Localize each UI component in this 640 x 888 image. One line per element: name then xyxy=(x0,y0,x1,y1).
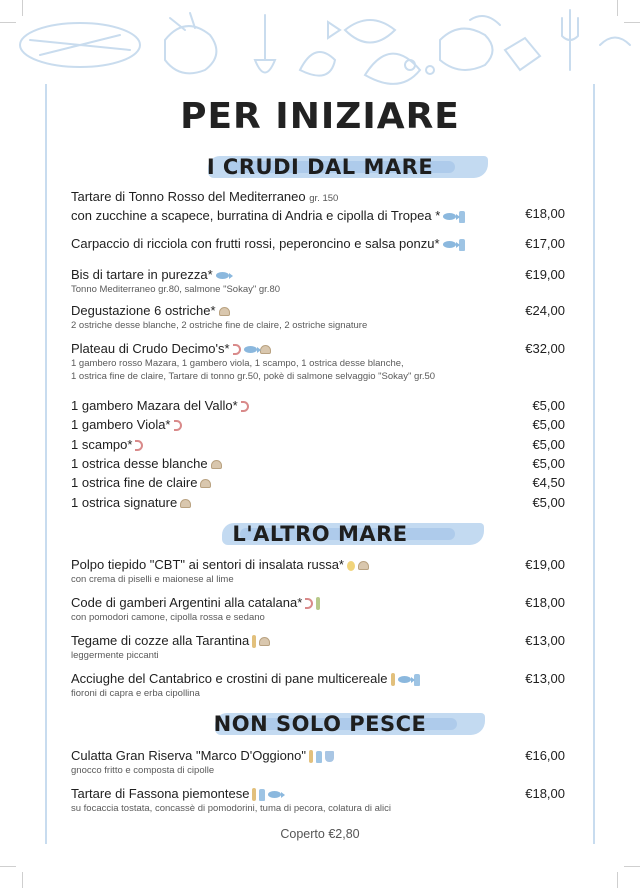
item-name: Polpo tiepido "CBT" ai sentori di insalata russa* xyxy=(71,557,344,572)
item-name: 1 scampo* xyxy=(71,437,133,452)
item-price: €5,00 xyxy=(532,398,565,413)
shell-icon xyxy=(211,460,222,469)
item-price: €13,00 xyxy=(525,633,565,648)
crop-mark xyxy=(22,872,23,888)
item-price: €5,00 xyxy=(532,417,565,432)
bottle-icon xyxy=(316,751,322,763)
menu-item xyxy=(71,302,566,332)
item-price: €18,00 xyxy=(525,595,565,610)
item-description: Tonno Mediterraneo gr.80, salmone "Sokay" gr.80 xyxy=(71,284,281,295)
wheat-icon xyxy=(252,788,256,801)
menu-item xyxy=(71,556,566,586)
item-name: Acciughe del Cantabrico e crostini di pane multicereale xyxy=(71,671,388,686)
menu-item xyxy=(71,397,566,414)
item-name: Code di gamberi Argentini alla catalana* xyxy=(71,595,303,610)
item-description: leggermente piccanti xyxy=(71,650,159,661)
crop-mark xyxy=(617,872,618,888)
menu-item xyxy=(71,785,566,815)
menu-item xyxy=(71,474,566,491)
fish-icon xyxy=(398,676,411,683)
decorative-seafood-illustrations xyxy=(0,0,640,92)
section-heading-crudi xyxy=(0,152,640,182)
item-name: 1 gambero Viola* xyxy=(71,417,171,432)
item-price: €18,00 xyxy=(525,786,565,801)
shell-icon xyxy=(219,307,230,316)
item-name: 1 gambero Mazara del Vallo* xyxy=(71,398,238,413)
page-title: PER INIZIARE xyxy=(180,96,460,137)
menu-item xyxy=(71,436,566,453)
shrimp-icon xyxy=(174,420,182,431)
shrimp-icon xyxy=(233,344,241,355)
item-price: €5,00 xyxy=(532,495,565,510)
shell-icon xyxy=(358,561,369,570)
fish-icon xyxy=(443,213,456,220)
item-description: fioroni di capra e erba cipollina xyxy=(71,688,200,699)
section-heading-altro-mare xyxy=(0,519,640,549)
item-name: 1 ostrica desse blanche xyxy=(71,456,208,471)
celery-icon xyxy=(316,597,320,610)
shell-icon xyxy=(260,345,271,354)
wheat-icon xyxy=(309,750,313,763)
menu-item xyxy=(71,632,566,662)
section-title: I CRUDI DAL MARE xyxy=(206,155,434,179)
section-heading-non-solo-pesce xyxy=(0,709,640,739)
menu-item xyxy=(71,747,566,777)
item-price: €24,00 xyxy=(525,303,565,318)
item-price: €18,00 xyxy=(525,206,565,221)
item-description: gnocco fritto e composta di cipolle xyxy=(71,765,215,776)
item-name: Carpaccio di ricciola con frutti rossi, peperoncino e salsa ponzu* xyxy=(71,236,440,251)
menu-item xyxy=(71,594,566,624)
item-description-line2: 1 ostrica fine de claire, Tartare di tonno gr.50, pokè di salmone selvaggio "Sokay" gr.50 xyxy=(71,371,436,382)
item-name-line2: con zucchine a scapece, burratina di Andria e cipolla di Tropea * xyxy=(71,208,441,223)
item-description: su focaccia tostata, concassè di pomodorini, tuma di pecora, colatura di alici xyxy=(71,803,391,814)
menu-item xyxy=(71,188,566,224)
item-name: Bis di tartare in purezza* xyxy=(71,267,213,282)
cover-charge: Coperto €2,80 xyxy=(280,827,360,841)
shrimp-icon xyxy=(305,598,313,609)
crop-mark xyxy=(624,866,640,867)
item-name: 1 ostrica fine de claire xyxy=(71,475,198,490)
item-price: €4,50 xyxy=(532,475,565,490)
shell-icon xyxy=(259,637,270,646)
menu-item xyxy=(71,455,566,472)
item-description: 1 gambero rosso Mazara, 1 gambero viola, 1 scampo, 1 ostrica desse blanche, xyxy=(71,358,404,369)
section-title: L'ALTRO MARE xyxy=(232,522,408,546)
shrimp-icon xyxy=(241,401,249,412)
wheat-icon xyxy=(391,673,395,686)
item-description: 2 ostriche desse blanche, 2 ostriche fine de claire, 2 ostriche signature xyxy=(71,320,368,331)
fish-icon xyxy=(244,346,257,353)
item-name: Degustazione 6 ostriche* xyxy=(71,303,216,318)
flask-icon xyxy=(325,751,334,762)
crop-mark xyxy=(0,866,16,867)
item-price: €5,00 xyxy=(532,456,565,471)
item-price: €5,00 xyxy=(532,437,565,452)
item-name: Tartare di Tonno Rosso del Mediterraneo xyxy=(71,189,306,204)
item-price: €17,00 xyxy=(525,236,565,251)
item-name: Tegame di cozze alla Tarantina xyxy=(71,633,250,648)
item-price: €13,00 xyxy=(525,671,565,686)
item-price: €32,00 xyxy=(525,341,565,356)
item-price: €19,00 xyxy=(525,557,565,572)
shrimp-icon xyxy=(135,440,143,451)
fish-icon xyxy=(443,241,456,248)
shell-icon xyxy=(180,499,191,508)
item-name: Tartare di Fassona piemontese xyxy=(71,786,250,801)
fish-icon xyxy=(216,272,229,279)
menu-item xyxy=(71,235,566,252)
egg-icon xyxy=(347,561,355,571)
menu-item xyxy=(71,670,566,700)
menu-item xyxy=(71,266,566,296)
item-weight: gr. 150 xyxy=(309,193,339,204)
item-name: Plateau di Crudo Decimo's* xyxy=(71,341,230,356)
item-name: Culatta Gran Riserva "Marco D'Oggiono" xyxy=(71,748,306,763)
item-description: con crema di piselli e maionese al lime xyxy=(71,574,234,585)
item-price: €19,00 xyxy=(525,267,565,282)
fish-icon xyxy=(268,791,281,798)
menu-item xyxy=(71,494,566,511)
menu-item xyxy=(71,340,566,383)
shell-icon xyxy=(200,479,211,488)
item-name: 1 ostrica signature xyxy=(71,495,178,510)
item-price: €16,00 xyxy=(525,748,565,763)
wheat-icon xyxy=(252,635,256,648)
item-description: con pomodori camone, cipolla rossa e sedano xyxy=(71,612,265,623)
menu-item xyxy=(71,416,566,433)
bottle-icon xyxy=(259,789,265,801)
section-title: NON SOLO PESCE xyxy=(213,712,427,736)
